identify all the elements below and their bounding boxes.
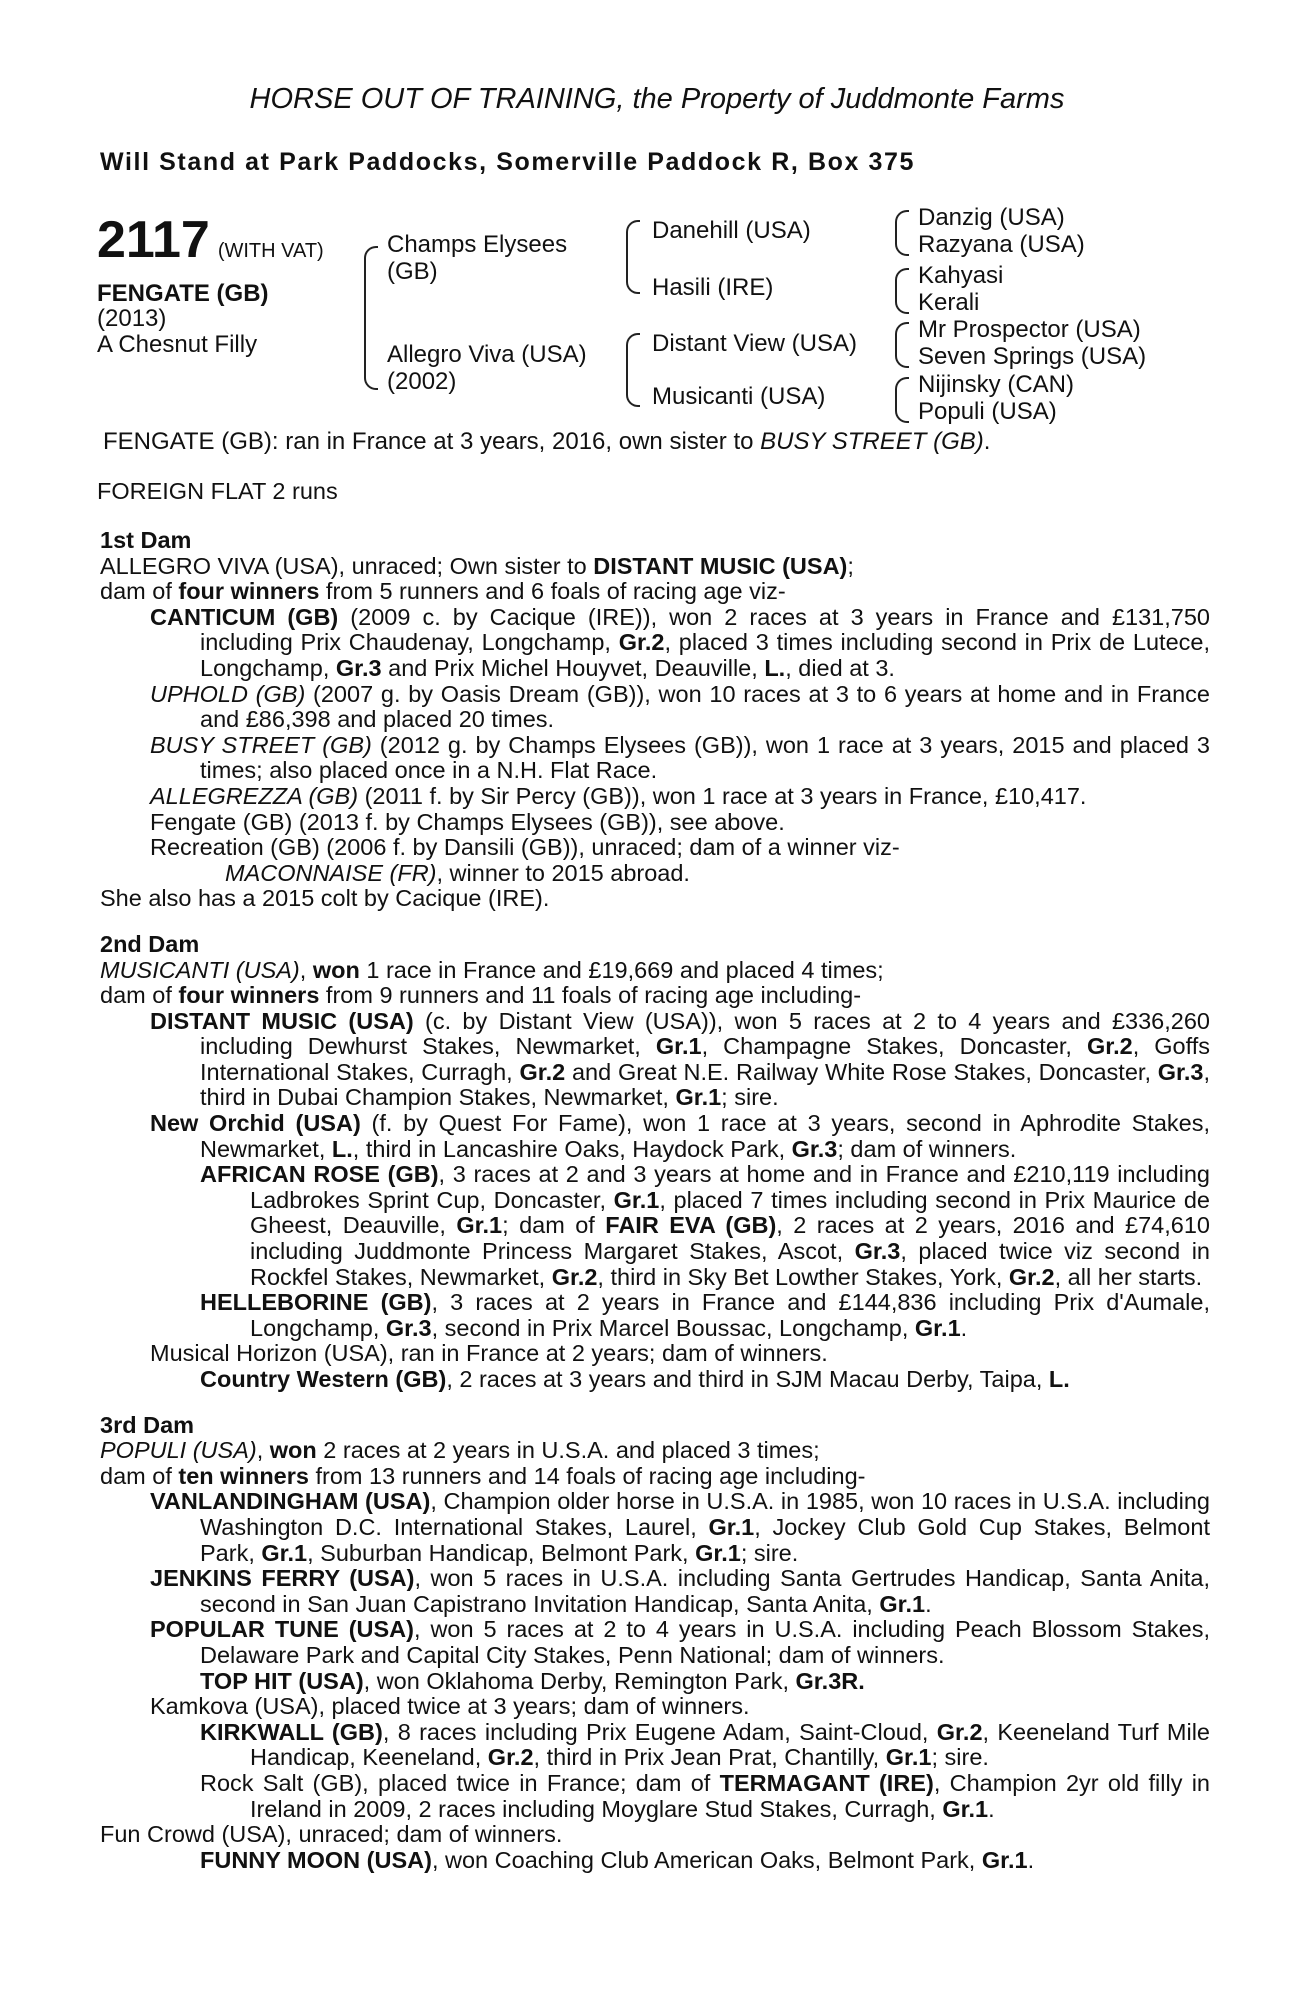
form-line: FOREIGN FLAT 2 runs	[97, 478, 338, 504]
dam-entry: MUSICANTI (USA), won 1 race in France and £19,669 and placed 4 times;	[100, 956, 884, 983]
sire: Champs Elysees	[387, 231, 568, 258]
sire-dam-sire: Kahyasi	[918, 262, 1004, 289]
produce-entry: MACONNAISE (FR), winner to 2015 abroad.	[225, 859, 690, 886]
sire-sire-dam: Razyana (USA)	[918, 231, 1085, 258]
summary-line: FENGATE (GB): ran in France at 3 years, 2016, own sister to BUSY STREET (GB).	[103, 428, 991, 455]
section-heading: 3rd Dam	[100, 1411, 195, 1438]
produce-entry: Fengate (GB) (2013 f. by Champs Elysees (GB)), see above.	[150, 808, 785, 835]
dam-dam-sire: Nijinsky (CAN)	[918, 371, 1074, 398]
produce-entry: UPHOLD (GB) (2007 g. by Oasis Dream (GB)), won 10 races at 3 to 6 years at home and in France and £86,398 and placed 20 times.	[150, 680, 1211, 733]
sire-dam: Hasili (IRE)	[652, 274, 774, 301]
produce-entry: Kamkova (USA), placed twice at 3 years; dam of winners.	[150, 1693, 750, 1720]
section-heading: 2nd Dam	[100, 930, 200, 957]
produce-entry: KIRKWALL (GB), 8 races including Prix Eugene Adam, Saint-Cloud, Gr.2, Keeneland Turf Mile Handicap, Keeneland, Gr.2, third in Prix Jean Prat, Chantilly, Gr.1; sire.	[200, 1718, 1211, 1771]
pedigree-brace	[895, 377, 909, 423]
pedigree-brace	[626, 220, 640, 294]
stand-location: Will Stand at Park Paddocks, Somerville Paddock R, Box 375	[100, 148, 916, 176]
produce-entry: Country Western (GB), 2 races at 3 years and third in SJM Macau Derby, Taipa, L.	[200, 1366, 1070, 1392]
horse-description: A Chesnut Filly	[97, 331, 258, 358]
pedigree-brace	[626, 333, 640, 407]
sire-sire: Danehill (USA)	[652, 217, 811, 244]
produce-entry: Rock Salt (GB), placed twice in France; dam of TERMAGANT (IRE), Champion 2yr old filly in Ireland in 2009, 2 races including Moyglare Stud Stakes, Curragh, Gr.1.	[200, 1769, 1211, 1822]
vat-note: (WITH VAT)	[217, 240, 324, 262]
produce-entry: POPULAR TUNE (USA), won 5 races at 2 to 4 years in U.S.A. including Peach Blossom Stakes, Delaware Park and Capital City Stakes, Penn National; dam of winners.	[150, 1616, 1210, 1668]
dam-entry: ALLEGRO VIVA (USA), unraced; Own sister to DISTANT MUSIC (USA);	[100, 552, 854, 579]
dam-entry: dam of ten winners from 13 runners and 14 foals of racing age including-	[100, 1462, 866, 1489]
dam-sire: Distant View (USA)	[652, 330, 857, 357]
catalogue-body	[100, 528, 1210, 1873]
produce-entry: New Orchid (USA) (f. by Quest For Fame), won 1 race at 3 years, second in Aphrodite Stakes, Newmarket, L., third in Lancashire Oaks, Haydock Park, Gr.3; dam of winners.	[150, 1110, 1210, 1162]
produce-entry: DISTANT MUSIC (USA) (c. by Distant View (USA)), won 5 races at 2 to 4 years and £336,260 including Dewhurst Stakes, Newmarket, Gr.1, Champagne Stakes, Doncaster, Gr.2, Goffs International Stakes, Curragh, Gr.2 and Great N.E. Railway White Rose Stakes, Doncaster, Gr.3, third in Dubai Champion Stakes, Newmarket, Gr.1; sire.	[150, 1007, 1211, 1111]
dam: Allegro Viva (USA)	[387, 341, 587, 368]
sire-dam-dam: Kerali	[918, 289, 980, 316]
dam-entry: dam of four winners from 5 runners and 6 foals of racing age viz-	[100, 578, 786, 605]
produce-entry: HELLEBORINE (GB), 3 races at 2 years in France and £144,836 including Prix d'Aumale, Longchamp, Gr.3, second in Prix Marcel Boussac, Longchamp, Gr.1.	[200, 1289, 1210, 1341]
produce-entry: JENKINS FERRY (USA), won 5 races in U.S.A. including Santa Gertrudes Handicap, Santa Anita, second in San Juan Capistrano Invitation Handicap, Santa Anita, Gr.1.	[150, 1565, 1210, 1617]
dam-entry: dam of four winners from 9 runners and 11 foals of racing age including-	[100, 982, 862, 1009]
pedigree-brace	[895, 268, 909, 314]
produce-entry: BUSY STREET (GB) (2012 g. by Champs Elysees (GB)), won 1 race at 3 years, 2015 and placed 3 times; also placed once in a N.H. Flat Race.	[150, 731, 1210, 784]
dam-sire-sire: Mr Prospector (USA)	[918, 316, 1141, 343]
produce-entry: Musical Horizon (USA), ran in France at 2 years; dam of winners.	[150, 1340, 828, 1367]
section-heading: 1st Dam	[100, 527, 192, 553]
dam-year: (2002)	[387, 368, 457, 395]
produce-entry: FUNNY MOON (USA), won Coaching Club American Oaks, Belmont Park, Gr.1.	[200, 1846, 1035, 1873]
sire-sire-sire: Danzig (USA)	[918, 204, 1065, 231]
dam-dam-dam: Populi (USA)	[918, 398, 1057, 425]
produce-entry: VANLANDINGHAM (USA), Champion older horse in U.S.A. in 1985, won 10 races in U.S.A. including Washington D.C. International Stakes, Laurel, Gr.1, Jockey Club Gold Cup Stakes, Belmont Park, Gr.1, Suburban Handicap, Belmont Park, Gr.1; sire.	[150, 1488, 1211, 1566]
page-title: HORSE OUT OF TRAINING, the Property of Juddmonte Farms	[249, 83, 1065, 115]
produce-entry: CANTICUM (GB) (2009 c. by Cacique (IRE)), won 2 races at 3 years in France and £131,750 including Prix Chaudenay, Longchamp, Gr.2, placed 3 times including second in Prix de Lutece, Longchamp, Gr.3 and Prix Michel Houyvet, Deauville, L., died at 3.	[150, 603, 1211, 681]
dam-entry: POPULI (USA), won 2 races at 2 years in U.S.A. and placed 3 times;	[100, 1437, 820, 1464]
horse-name: FENGATE (GB)	[97, 280, 269, 307]
pedigree-brace	[364, 246, 378, 390]
produce-entry: Fun Crowd (USA), unraced; dam of winners.	[100, 1821, 563, 1848]
sire-country: (GB)	[387, 258, 438, 285]
foal-year: (2013)	[97, 305, 167, 332]
lot-number: 2117 (WITH VAT)	[97, 211, 324, 269]
produce-entry: ALLEGREZZA (GB) (2011 f. by Sir Percy (GB)), won 1 race at 3 years in France, £10,417.	[150, 782, 1087, 809]
produce-entry: TOP HIT (USA), won Oklahoma Derby, Remington Park, Gr.3R.	[200, 1667, 865, 1694]
dam-sire-dam: Seven Springs (USA)	[918, 343, 1147, 370]
dam-dam: Musicanti (USA)	[652, 383, 826, 410]
produce-entry: She also has a 2015 colt by Cacique (IRE).	[100, 885, 550, 912]
produce-entry: AFRICAN ROSE (GB), 3 races at 2 and 3 years at home and in France and £210,119 including Ladbrokes Sprint Cup, Doncaster, Gr.1, placed 7 times including second in Prix Maurice de Gheest, Deauville, Gr.1; dam of FAIR EVA (GB), 2 races at 2 years, 2016 and £74,610 including Juddmonte Princess Margaret Stakes, Ascot, Gr.3, placed twice viz second in Rockfel Stakes, Newmarket, Gr.2, third in Sky Bet Lowther Stakes, York, Gr.2, all her starts.	[200, 1161, 1210, 1290]
pedigree-brace	[895, 210, 909, 256]
produce-entry: Recreation (GB) (2006 f. by Dansili (GB)), unraced; dam of a winner viz-	[150, 834, 900, 861]
pedigree-brace	[895, 322, 909, 368]
